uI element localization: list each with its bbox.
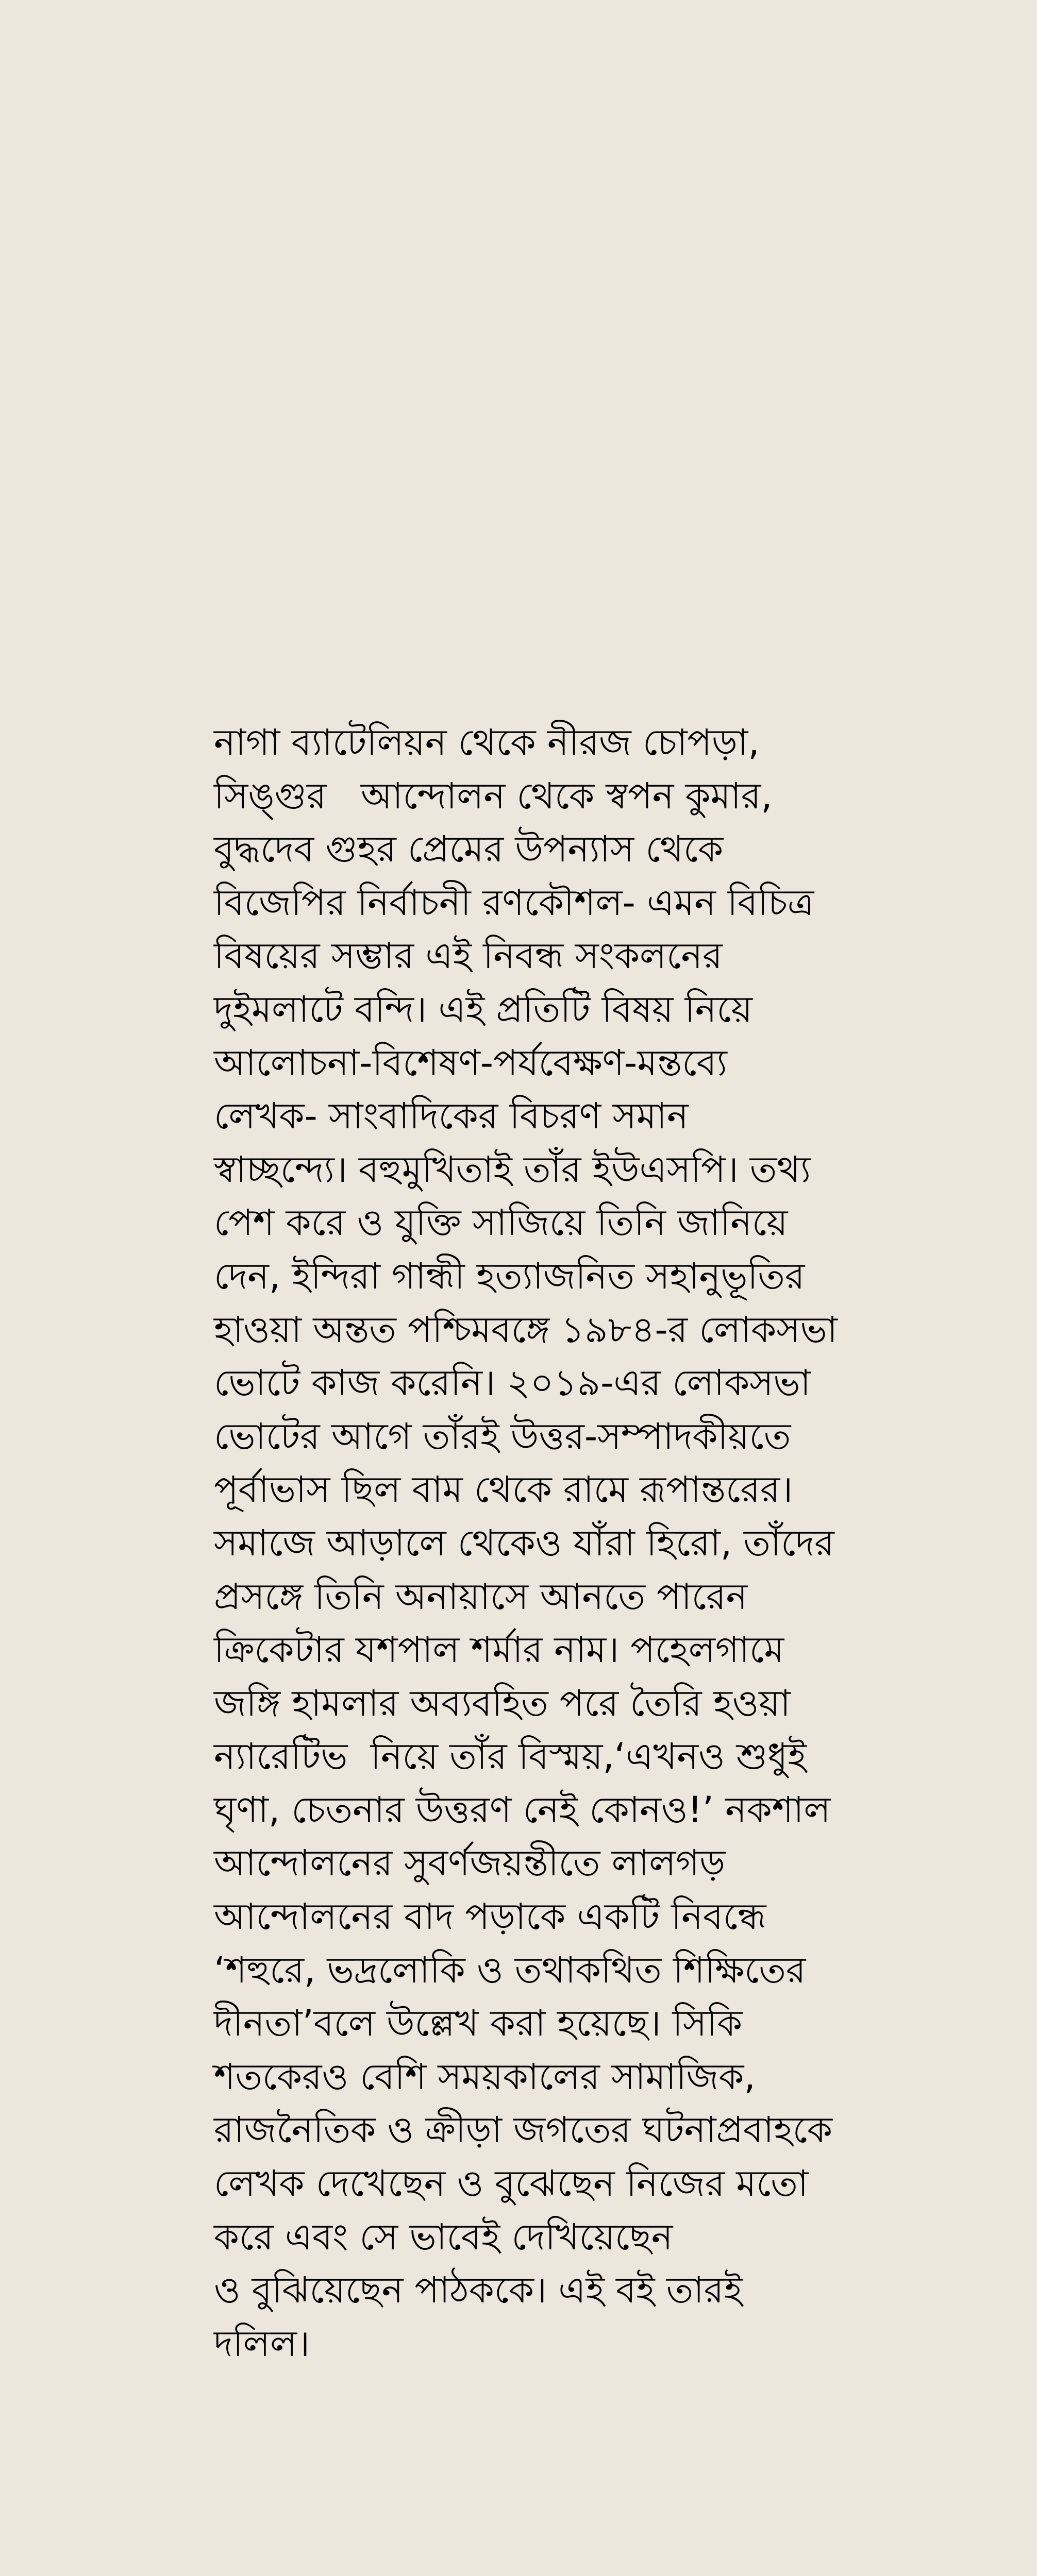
blurb-line: হাওয়া অন্তত পশ্চিমবঙ্গে ১৯৮৪-র লোকসভা: [214, 1308, 838, 1351]
blurb-line: লেখক- সাংবাদিকের বিচরণ সমান: [214, 1095, 689, 1138]
blurb-line: ক্রিকেটার যশপাল শর্মার নাম। পহেলগামে: [214, 1629, 784, 1671]
blurb-line: করে এবং সে ভাবেই দেখিয়েছেন: [214, 2215, 673, 2258]
blurb-line: আন্দোলনের বাদ পড়াকে একটি নিবন্ধে: [214, 1895, 766, 1938]
blurb-line: দলিল।: [214, 2322, 310, 2365]
blurb-line: ও বুঝিয়েছেন পাঠককে। এই বই তারই: [214, 2269, 743, 2312]
blurb-line: দেন, ইন্দিরা গান্ধী হত্যাজনিত সহানুভূতির: [214, 1255, 805, 1297]
blurb-line: পেশ করে ও যুক্তি সাজিয়ে তিনি জানিয়ে: [214, 1201, 788, 1244]
blurb-line: আন্দোলনের সুবর্ণজয়ন্তীতে লালগড়: [214, 1842, 726, 1885]
blurb-line: বুদ্ধদেব গুহর প্রেমের উপন্যাস থেকে: [214, 828, 724, 871]
blurb-line: পূর্বাভাস ছিল বাম থেকে রামে রূপান্তরের।: [214, 1468, 793, 1511]
blurb-line: সিঙ্গুর আন্দোলন থেকে স্বপন কুমার,: [214, 774, 773, 817]
blurb-line: শতকেরও বেশি সময়কালের সামাজিক,: [214, 2055, 756, 2098]
blurb-line: রাজনৈতিক ও ক্রীড়া জগতের ঘটনাপ্রবাহকে: [214, 2109, 832, 2151]
blurb-line: ঘৃণা, চেতনার উত্তরণ নেই কোনও!’ নকশাল: [214, 1788, 831, 1831]
blurb-line: প্রসঙ্গে তিনি অনায়াসে আনতে পারেন: [214, 1575, 748, 1618]
blurb-line: বিষয়ের সম্ভার এই নিবন্ধ সংকলনের: [214, 935, 723, 977]
blurb-line: বিজেপির নির্বাচনী রণকৌশল- এমন বিচিত্র: [214, 881, 814, 924]
blurb-line: জঙ্গি হামলার অব্যবহিত পরে তৈরি হওয়া: [214, 1682, 791, 1724]
blurb-line: দীনতা’বলে উল্লেখ করা হয়েছে। সিকি: [214, 2002, 743, 2045]
blurb-line: ন্যারেটিভ নিয়ে তাঁর বিস্ময়,‘এখনও শুধুই: [214, 1735, 807, 1778]
blurb-line: ভোটের আগে তাঁরই উত্তর-সম্পাদকীয়তে: [214, 1415, 791, 1458]
blurb-line: সমাজে আড়ালে থেকেও যাঁরা হিরো, তাঁদের: [214, 1521, 834, 1564]
blurb-line: আলোচনা-বিশেষণ-পর্যবেক্ষণ-মন্তব্যে: [214, 1041, 727, 1084]
blurb-line: লেখক দেখেছেন ও বুঝেছেন নিজের মতো: [214, 2162, 809, 2205]
blurb-line: স্বাচ্ছন্দ্যে। বহুমুখিতাই তাঁর ইউএসপি। তথ্য: [214, 1148, 811, 1191]
blurb-line: ‘শহুরে, ভদ্রলোকি ও তথাকথিত শিক্ষিতের: [214, 1948, 806, 1991]
blurb-line: নাগা ব্যাটেলিয়ন থেকে নীরজ চোপড়া,: [214, 721, 760, 764]
blurb-line: দুইমলাটে বন্দি। এই প্রতিটি বিষয় নিয়ে: [214, 988, 752, 1030]
blurb-line: ভোটে কাজ করেনি। ২০১৯-এর লোকসভা: [214, 1362, 811, 1404]
book-blurb-text: [214, 716, 858, 2370]
